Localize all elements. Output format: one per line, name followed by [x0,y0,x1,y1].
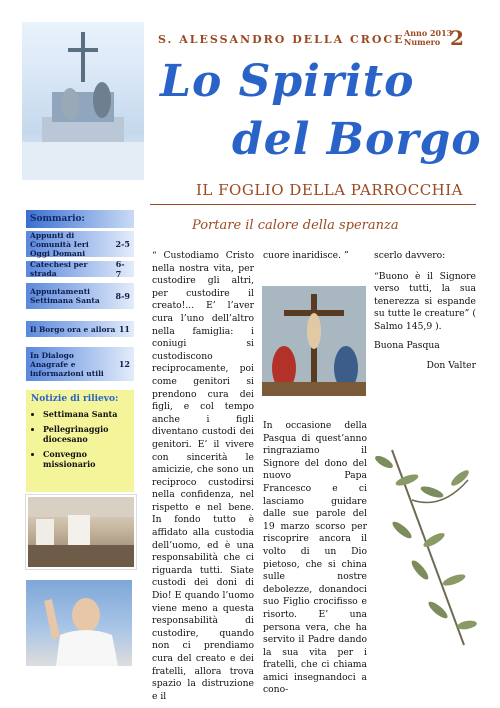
masthead-title-line1: Lo Spirito [160,56,415,107]
parish-name: S. ALESSANDRO DELLA CROCE [158,33,405,46]
toc-item[interactable] [26,231,134,257]
notizie-list [31,409,129,469]
toc-item-pages: 2-5 [115,239,130,249]
masthead-subtitle: IL FOGLIO DELLA PARROCCHIA [196,181,464,199]
toc-item-pages: 12 [118,359,130,369]
article-text: In occasione della Pasqua di quest’anno ringraziamo il Signore del dono del nuovo Papa Francesco e ci lasciamo guidare dalle sue parole del 19 marzo scorso per riscoprire ancora il volto di un Dio pietoso, che si china sulle nostre debolezze, donandoci suo Figlio crocifisso e risorto. E’ una persona vera, che ha servito il Padre dando la sua vita per i fratelli, che ci chiama amici insegnandoci a cono- [263,420,367,696]
issue-number: 2 [450,26,464,50]
toc-item-label: Il Borgo ora e allora [30,324,116,334]
pope-photo [26,580,132,666]
signature: Don Valter [426,360,476,372]
toc-item[interactable] [26,347,134,381]
header-divider [150,204,476,205]
article-text: “ Custodiamo Cristo nella nostra vita, per custodire gli altri, per custodire il creato!... E’ l’aver cura l’uno dell’altro nella famiglia: i coniugi si custodiscono reciprocamente, poi come genitori si prendono cura dei figli, e col tempo anche i figli diventano custodi dei genitori. E’ il vivere con sincerità le amicizie, che sono un reciproco custodirsi nella confidenza, nel rispetto e nel bene. In fondo tutto è affidato alla custodia dell’uomo, ed è una responsabilità che ci riguarda tutti. Siate custodi dei doni di Dio! E quando l’uomo viene meno a questa responsabilità di custodire, quando non ci prendiamo cura del creato e dei fratelli, allora trova spazio la distruzione e il [152,250,254,702]
toc-item[interactable] [26,283,134,309]
issue-number-label: Numero [404,37,441,47]
article-column-2-body [263,420,367,697]
article-title: Portare il calore della speranza [192,218,399,233]
article-text: cuore inaridisce. ” [263,250,349,261]
article-text: scerlo davvero: [374,250,446,261]
toc-item-label: Appunti di Comunità Ieri Oggi Domani [30,230,89,258]
toc-item-pages: 6-7 [115,259,125,279]
olive-branch-illustration [372,440,478,650]
crowd-photo [26,495,136,569]
notizie-item: • Pellegrinaggio diocesano [43,424,129,444]
article-column-3 [374,250,476,373]
toc-item[interactable] [26,321,134,337]
toc-item-label: In Dialogo Anagrafe e informazioni utili [30,350,104,378]
issue-info [404,29,452,47]
greeting: Buona Pasqua [374,339,440,351]
notizie-heading: Notizie di rilievo: [31,394,119,404]
toc-item[interactable] [26,261,134,277]
psalm-quote: “Buono è il Signore verso tutti, la sua tenerezza si espande su tutte le creature” ( Salmo 145,9 ). [374,270,476,332]
toc-item-label: Appuntamenti Settimana Santa [30,287,100,305]
notizie-box [26,390,134,492]
notizie-item: • Settimana Santa [43,409,129,419]
article-column-1 [152,250,254,703]
sommario-heading: Sommario: [26,210,134,228]
issue-year: Anno 2013 [404,28,453,38]
masthead-title-line2: del Borgo [232,114,482,165]
toc-item-pages: 8-9 [115,291,130,301]
church-statue-photo [22,22,144,180]
article-column-2 [263,250,367,263]
notizie-item: • Convegno missionario [43,449,129,469]
toc-item-label: Catechesi per strada [30,260,88,278]
crucifixion-painting [262,286,366,396]
toc-item-pages: 11 [118,324,130,334]
